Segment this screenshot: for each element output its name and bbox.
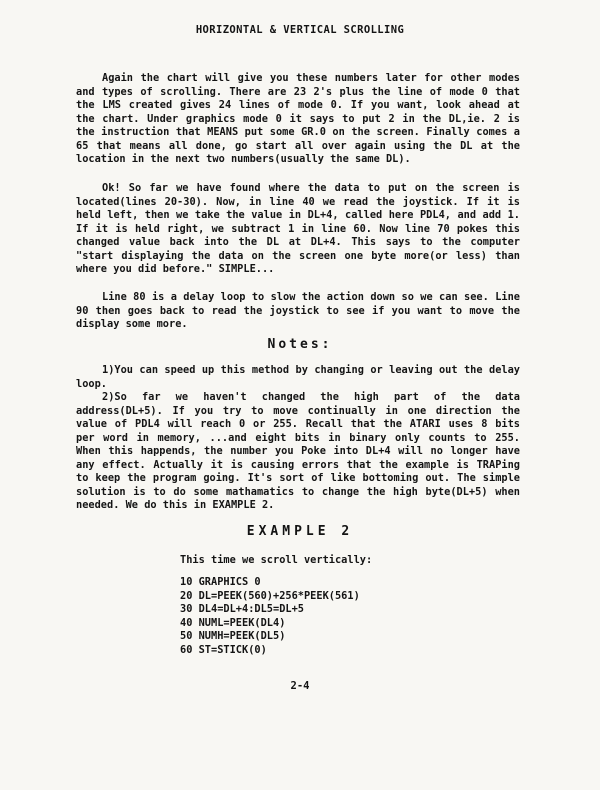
paragraph-chart: Again the chart will give you these numbers later for other modes and types of scrolling. There are 23 2's plus the line of mode 0 that the LMS created gives 24 lines of mode 0. If you want, look ahead at the chart. Under graphics mode 0 it says to put 2 in the DL,ie. 2 is the instruction that MEANS put some GR.0 on the screen. Finally comes a 65 that means all done, go start all over again using the DL at the location in the next two numbers(usually the same DL). [76, 72, 520, 165]
notes-heading: Notes: [267, 337, 333, 352]
page-header-title: HORIZONTAL & VERTICAL SCROLLING [195, 24, 405, 36]
example-intro: This time we scroll vertically: [180, 554, 373, 566]
paragraph-joystick: Ok! So far we have found where the data to put on the screen is located(lines 20-30). Now, in line 40 we read the joystick. If it is held left, then we take the value in DL+4, called here PDL4, and add 1. If it is held right, we subtract 1 in line 60. Now line 70 pokes this changed value back into the DL at DL+4. This says to the computer "start displaying the data on the screen one byte more(or less) than where you did before." SIMPLE... [76, 182, 520, 275]
page-number: 2-4 [290, 680, 310, 692]
code-line: 60 ST=STICK(0) [180, 643, 267, 656]
code-listing [180, 576, 360, 657]
code-line: 50 NUMH=PEEK(DL5) [180, 630, 286, 642]
note-item-1: 1)You can speed up this method by changing or leaving out the delay loop. [76, 364, 520, 390]
example-heading: EXAMPLE 2 [246, 524, 354, 539]
code-line: 20 DL=PEEK(560)+256*PEEK(561) [180, 589, 360, 602]
code-line: 40 NUML=PEEK(DL4) [180, 616, 286, 629]
code-line: 10 GRAPHICS 0 [180, 576, 261, 588]
paragraph-delay-loop: Line 80 is a delay loop to slow the action down so we can see. Line 90 then goes back to read the joystick to see if you want to move the display some more. [76, 291, 520, 330]
note-item-2: 2)So far we haven't changed the high part of the data address(DL+5). If you try to move continually in one direction the value of PDL4 will reach 0 or 255. Recall that the ATARI uses 8 bits per word in memory, ...and eight bits in binary only counts to 255. When this happends, the number you Poke into DL+4 will no longer have any effect. Actually it is causing errors that the example is TRAPing to keep the program going. It's sort of like bottoming out. The simple solution is to do some mathamatics to change the high byte(DL+5) when needed. We do this in EXAMPLE 2. [76, 391, 520, 511]
code-line: 30 DL4=DL+4:DL5=DL+5 [180, 603, 304, 615]
